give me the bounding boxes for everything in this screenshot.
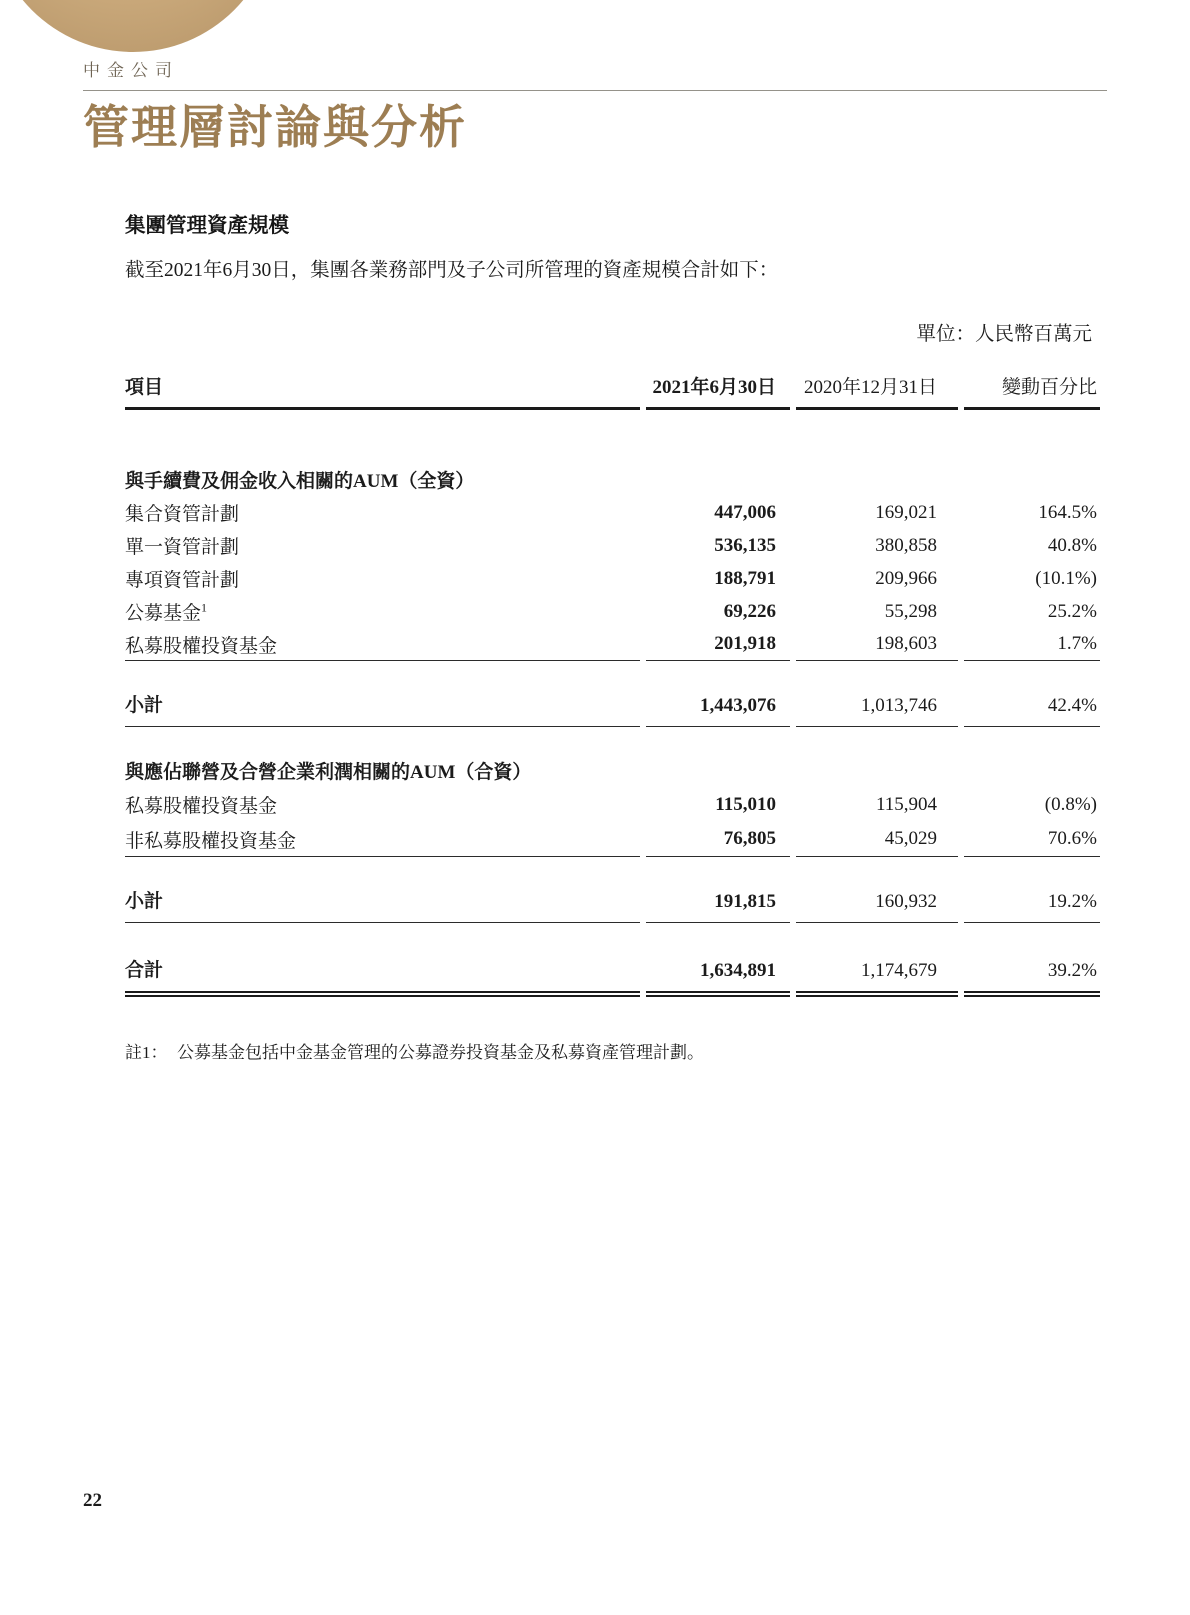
section-row	[125, 753, 1100, 787]
cell-label: 非私募股權投資基金	[125, 822, 640, 857]
cell-2020: 45,029	[796, 822, 958, 857]
aum-table	[119, 372, 1106, 993]
cell-change: 40.8%	[1047, 534, 1097, 556]
table-row	[125, 529, 1100, 562]
table-row	[125, 787, 1100, 822]
cell-2020: 160,932	[796, 883, 958, 923]
footnote-text: 公募基金包括中金基金管理的公募證券投資基金及私募資產管理計劃。	[177, 1043, 704, 1062]
spacer-row	[125, 410, 1100, 462]
cell-change: 70.6%	[964, 822, 1100, 857]
table-row	[125, 496, 1100, 529]
cell-section-label: 與應佔聯營及合營企業利潤相關的AUM（合資）	[125, 761, 532, 783]
cell-2020: 198,603	[796, 628, 958, 661]
cell-2020: 1,013,746	[796, 687, 958, 727]
cell-section-label: 與手續費及佣金收入相關的AUM（全資）	[125, 470, 475, 492]
column-header-2020: 2020年12月31日	[796, 372, 958, 410]
cell-2021: 536,135	[714, 534, 776, 556]
table-row	[125, 595, 1100, 628]
cell-change: 19.2%	[964, 883, 1100, 923]
spacer-row	[125, 727, 1100, 753]
page-number: 22	[83, 1490, 102, 1511]
cell-label: 小計	[125, 883, 640, 923]
column-header-item: 項目	[125, 372, 640, 410]
cell-2021: 1,443,076	[646, 687, 790, 727]
page-title: 管理層討論與分析	[83, 102, 467, 153]
cell-label: 小計	[125, 687, 640, 727]
cell-2020: 209,966	[875, 567, 937, 589]
cell-label: 私募股權投資基金	[125, 796, 278, 817]
cell-change: (0.8%)	[1044, 793, 1097, 815]
cell-label: 專項資管計劃	[125, 570, 240, 591]
cell-change: 25.2%	[1047, 600, 1097, 622]
cell-label: 合計	[125, 951, 640, 993]
table-row	[125, 628, 1100, 661]
footnote-label: 註1：	[125, 1043, 168, 1062]
table-row	[125, 822, 1100, 857]
cell-label-text: 公募基金	[125, 603, 202, 624]
header-rule	[83, 90, 1107, 91]
cell-label: 單一資管計劃	[125, 537, 240, 558]
cell-2021: 447,006	[714, 501, 776, 523]
footnote	[125, 1041, 1100, 1065]
spacer-row	[125, 857, 1100, 883]
total-row	[125, 951, 1100, 993]
content-area	[125, 212, 1100, 1065]
brand-name: 中金公司	[83, 61, 179, 80]
subtotal-row	[125, 883, 1100, 923]
cell-2020: 55,298	[884, 600, 937, 622]
page-header	[83, 0, 1107, 154]
cell-label	[125, 595, 640, 628]
cell-2021: 76,805	[646, 822, 790, 857]
cell-2021: 115,010	[715, 793, 776, 815]
cell-2021: 69,226	[723, 600, 776, 622]
column-header-change: 變動百分比	[964, 372, 1100, 410]
section-row	[125, 462, 1100, 496]
spacer-row	[125, 923, 1100, 951]
cell-2021: 188,791	[714, 567, 776, 589]
cell-change: 42.4%	[964, 687, 1100, 727]
cell-change: (10.1%)	[1035, 567, 1097, 589]
section-heading: 集團管理資產規模	[125, 215, 289, 237]
spacer-row	[125, 661, 1100, 687]
column-header-2021: 2021年6月30日	[646, 372, 790, 410]
cell-2020: 169,021	[875, 501, 937, 523]
subtotal-row	[125, 687, 1100, 727]
cell-label: 私募股權投資基金	[125, 628, 640, 661]
cell-2020: 380,858	[875, 534, 937, 556]
cell-label: 集合資管計劃	[125, 504, 240, 525]
table-row	[125, 562, 1100, 595]
cell-change: 164.5%	[1038, 501, 1097, 523]
cell-2020: 1,174,679	[796, 951, 958, 993]
cell-change: 1.7%	[964, 628, 1100, 661]
intro-text: 截至2021年6月30日，集團各業務部門及子公司所管理的資產規模合計如下：	[125, 260, 779, 281]
footnote-superscript: 1	[201, 600, 208, 615]
cell-2020: 115,904	[875, 793, 937, 815]
unit-note: 單位：人民幣百萬元	[916, 324, 1092, 345]
table-header-row	[125, 372, 1100, 410]
cell-2021: 191,815	[646, 883, 790, 923]
cell-2021: 201,918	[646, 628, 790, 661]
cell-change: 39.2%	[964, 951, 1100, 993]
cell-2021: 1,634,891	[646, 951, 790, 993]
